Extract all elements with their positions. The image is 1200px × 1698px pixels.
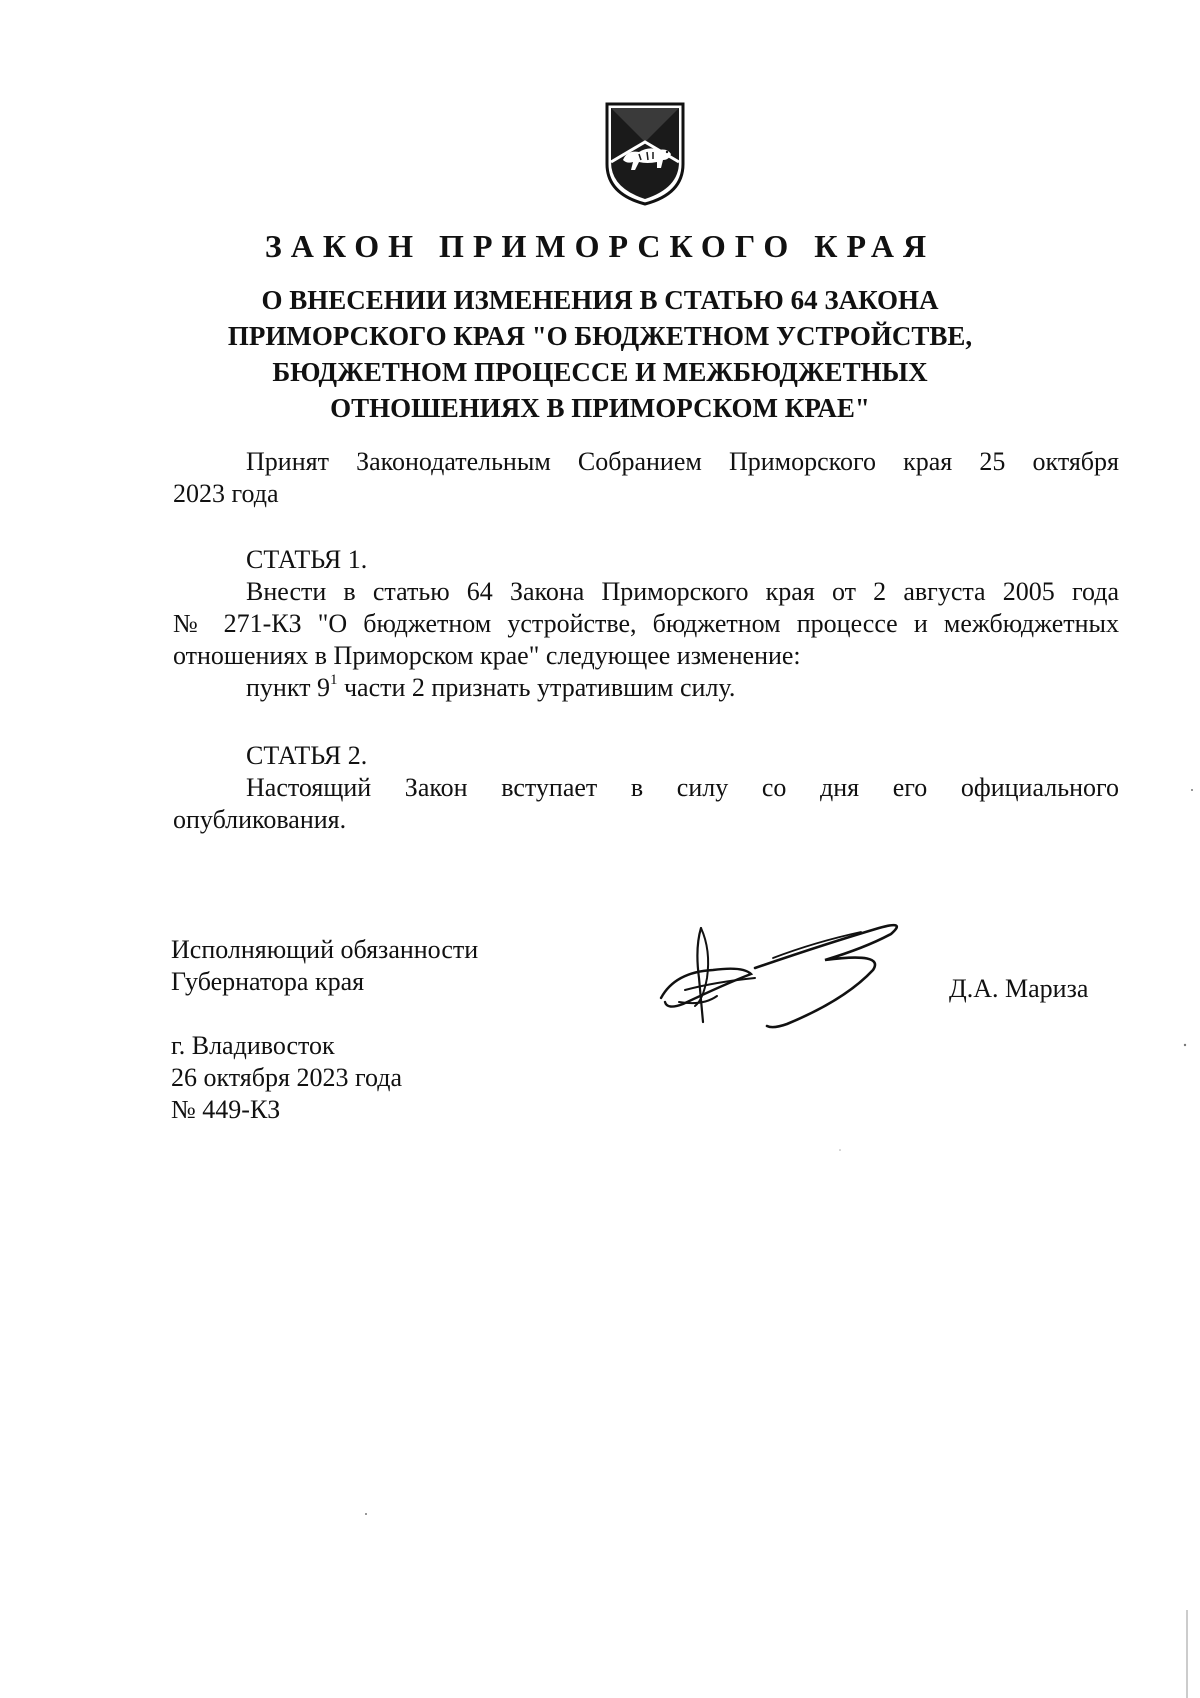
handwritten-signature: [655, 908, 905, 1033]
article-text-line: опубликования.: [173, 805, 347, 834]
law-subtitle: [220, 282, 980, 426]
signatory-name: Д.А. Мариза: [949, 974, 1089, 1003]
article-1: [173, 544, 1119, 704]
point-suffix: части 2 признать утратившим силу.: [337, 673, 736, 702]
point-prefix: пункт 9: [246, 673, 330, 702]
article-title: СТАТЬЯ 1.: [246, 545, 368, 574]
article-title: СТАТЬЯ 2.: [246, 741, 368, 770]
subtitle-line: БЮДЖЕТНОМ ПРОЦЕССЕ И МЕЖБЮДЖЕТНЫХ: [272, 357, 928, 387]
article-text-line: Внести в статью 64 Закона Приморского края от 2 августа 2005 года: [246, 577, 1119, 606]
adoption-line: 2023 года: [173, 479, 279, 508]
position-line: Исполняющий обязанности: [171, 935, 479, 964]
document-date: 26 октября 2023 года: [171, 1063, 402, 1092]
article-2: [173, 740, 1119, 836]
document-city: г. Владивосток: [171, 1031, 335, 1060]
law-heading: ЗАКОН ПРИМОРСКОГО КРАЯ: [264, 228, 936, 264]
subtitle-line: ПРИМОРСКОГО КРАЯ "О БЮДЖЕТНОМ УСТРОЙСТВЕ,: [227, 321, 973, 351]
coat-of-arms-icon: [603, 102, 687, 206]
point-superscript: 1: [329, 672, 338, 689]
document-place-date-number: [171, 1030, 402, 1126]
adoption-line: Принят Законодательным Собранием Приморского края 25 октября: [246, 447, 1119, 476]
article-text-line: № 271-КЗ "О бюджетном устройстве, бюджетном процессе и межбюджетных: [173, 609, 1119, 638]
article-point: [173, 672, 1119, 704]
adoption-note: [173, 446, 1119, 510]
subtitle-line: ОТНОШЕНИЯХ В ПРИМОРСКОМ КРАЕ": [330, 393, 870, 423]
document-number: № 449-КЗ: [171, 1095, 281, 1124]
article-text-line: Настоящий Закон вступает в силу со дня его официального: [246, 773, 1119, 802]
article-text-line: отношениях в Приморском крае" следующее изменение:: [173, 641, 801, 670]
subtitle-line: О ВНЕСЕНИИ ИЗМЕНЕНИЯ В СТАТЬЮ 64 ЗАКОНА: [261, 285, 939, 315]
position-line: Губернатора края: [171, 967, 365, 996]
signatory-position: [171, 934, 478, 998]
